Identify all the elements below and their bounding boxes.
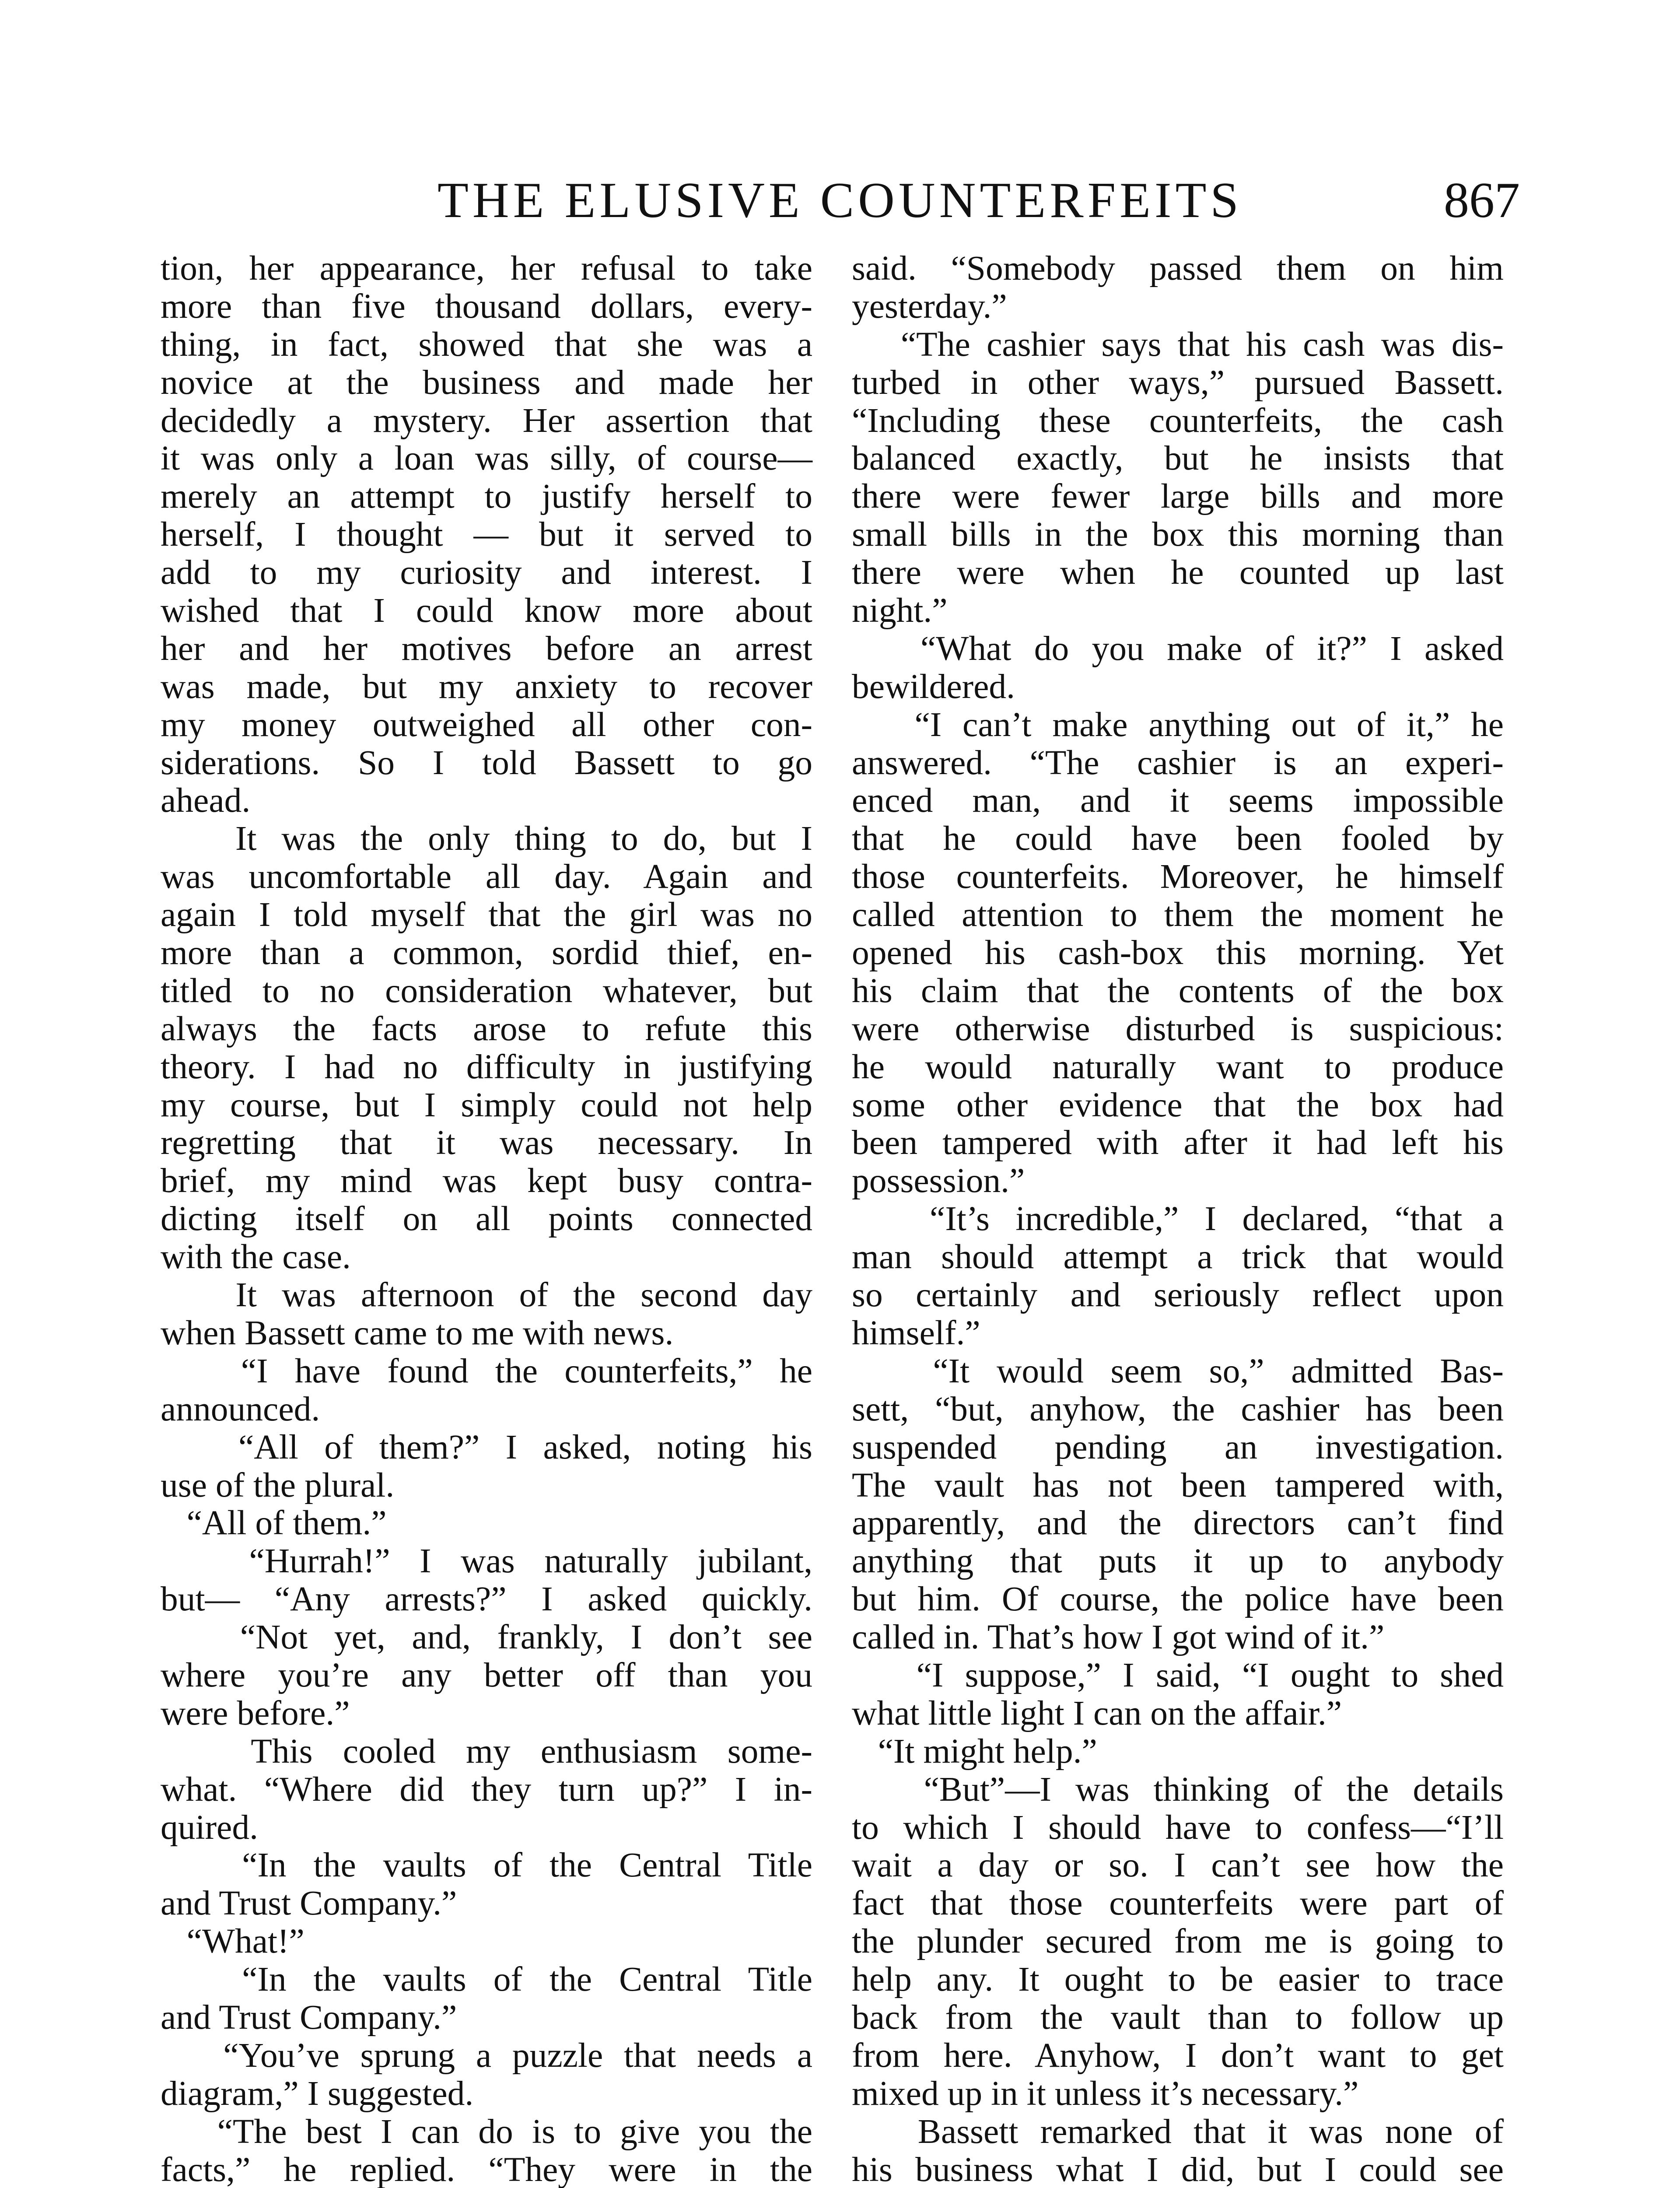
text-line: more than a common, sordid thief, en- [161, 933, 812, 972]
text-line: but him. Of course, the police have been [852, 1580, 1504, 1619]
text-line: turbed in other ways,” pursued Bassett. [852, 363, 1504, 402]
text-line: quired. [161, 1808, 258, 1847]
text-line: “But”—I was thinking of the details [852, 1770, 1504, 1809]
text-line: small bills in the box this morning than [852, 515, 1504, 554]
text-line: answered. “The cashier is an experi- [852, 743, 1504, 782]
text-line: there were fewer large bills and more [852, 477, 1504, 516]
text-line: “What do you make of it?” I asked [852, 629, 1504, 668]
text-line: sett, “but, anyhow, the cashier has been [852, 1389, 1504, 1428]
text-line: her and her motives before an arrest [161, 629, 812, 668]
text-line: dicting itself on all points connected [161, 1199, 812, 1238]
text-line: but— “Any arrests?” I asked quickly. [161, 1580, 812, 1619]
text-line: there were when he counted up last [852, 553, 1504, 592]
text-line: theory. I had no difficulty in justifying [161, 1047, 812, 1086]
text-line: announced. [161, 1389, 320, 1428]
text-line: “All of them?” I asked, noting his [161, 1427, 812, 1466]
text-line: yesterday.” [852, 287, 1007, 326]
text-line: novice at the business and made her [161, 363, 812, 402]
text-line: were otherwise disturbed is suspicious: [852, 1009, 1504, 1048]
text-line: to which I should have to confess—“I’ll [852, 1808, 1504, 1847]
text-line: his business what I did, but I could see [852, 2150, 1504, 2188]
text-line: he would naturally want to produce [852, 1047, 1504, 1086]
text-line: “In the vaults of the Central Title [161, 1960, 812, 1999]
text-line: what little light I can on the affair.” [852, 1694, 1342, 1732]
text-line: man should attempt a trick that would [852, 1238, 1504, 1276]
text-line: from here. Anyhow, I don’t want to get [852, 2036, 1504, 2075]
text-line: was made, but my anxiety to recover [161, 667, 812, 706]
text-line: my course, but I simply could not help [161, 1085, 812, 1124]
text-line: some other evidence that the box had [852, 1085, 1504, 1124]
text-line: and Trust Company.” [161, 1884, 457, 1923]
text-line: The vault has not been tampered with, [852, 1466, 1504, 1504]
text-line: what. “Where did they turn up?” I in- [161, 1770, 812, 1809]
text-line: ahead. [161, 781, 251, 820]
text-line: titled to no consideration whatever, but [161, 971, 812, 1010]
text-line: himself.” [852, 1313, 980, 1352]
text-line: mixed up in it unless it’s necessary.” [852, 2074, 1359, 2113]
text-line: with the case. [161, 1238, 351, 1276]
text-line: thing, in fact, showed that she was a [161, 325, 812, 364]
text-line: always the facts arose to refute this [161, 1009, 812, 1048]
text-line: more than five thousand dollars, every- [161, 287, 812, 326]
text-line: It was afternoon of the second day [161, 1276, 812, 1315]
text-line: it was only a loan was silly, of course— [161, 439, 812, 478]
text-line: was uncomfortable all day. Again and [161, 857, 812, 896]
text-line: It was the only thing to do, but I [161, 819, 812, 858]
text-line: Bassett remarked that it was none of [852, 2112, 1504, 2151]
text-line: “It’s incredible,” I declared, “that a [852, 1199, 1504, 1238]
text-line: the plunder secured from me is going to [852, 1922, 1504, 1961]
text-line: been tampered with after it had left his [852, 1123, 1504, 1162]
text-line: wait a day or so. I can’t see how the [852, 1846, 1504, 1885]
text-line: This cooled my enthusiasm some- [161, 1732, 812, 1771]
running-title: THE ELUSIVE COUNTERFEITS [438, 172, 1242, 228]
text-line: said. “Somebody passed them on him [852, 249, 1504, 288]
text-line: “I have found the counterfeits,” he [161, 1351, 812, 1390]
text-line: merely an attempt to justify herself to [161, 477, 812, 516]
text-line: called in. That’s how I got wind of it.” [852, 1618, 1385, 1657]
text-line: use of the plural. [161, 1466, 395, 1504]
text-line: when Bassett came to me with news. [161, 1313, 674, 1352]
text-line: were before.” [161, 1694, 350, 1732]
text-line: apparently, and the directors can’t find [852, 1504, 1504, 1543]
text-line: “Including these counterfeits, the cash [852, 401, 1504, 440]
text-line: balanced exactly, but he insists that [852, 439, 1504, 478]
text-line: wished that I could know more about [161, 591, 812, 630]
text-line: where you’re any better off than you [161, 1655, 812, 1694]
text-line: “It might help.” [852, 1732, 1097, 1771]
text-line: “What!” [161, 1922, 304, 1961]
text-line: back from the vault than to follow up [852, 1998, 1504, 2037]
text-line: bewildered. [852, 667, 1015, 706]
text-line: “All of them.” [161, 1504, 387, 1543]
text-line: herself, I thought — but it served to [161, 515, 812, 554]
text-line: “The cashier says that his cash was dis- [852, 325, 1504, 364]
text-line: brief, my mind was kept busy contra- [161, 1161, 812, 1200]
text-line: “I suppose,” I said, “I ought to shed [852, 1655, 1504, 1694]
text-line: again I told myself that the girl was no [161, 895, 812, 934]
text-line: enced man, and it seems impossible [852, 781, 1504, 820]
text-line: and Trust Company.” [161, 1998, 457, 2037]
text-line: “It would seem so,” admitted Bas- [852, 1351, 1504, 1390]
text-line: anything that puts it up to anybody [852, 1542, 1504, 1581]
text-line: add to my curiosity and interest. I [161, 553, 812, 592]
text-line: his claim that the contents of the box [852, 971, 1504, 1010]
text-line: “Hurrah!” I was naturally jubilant, [161, 1542, 812, 1581]
left-text-column [161, 249, 812, 2188]
text-line: regretting that it was necessary. In [161, 1123, 812, 1162]
text-line: “I can’t make anything out of it,” he [852, 705, 1504, 744]
text-line: called attention to them the moment he [852, 895, 1504, 934]
text-line: my money outweighed all other con- [161, 705, 812, 744]
text-line: decidedly a mystery. Her assertion that [161, 401, 812, 440]
text-line: “In the vaults of the Central Title [161, 1846, 812, 1885]
text-line: suspended pending an investigation. [852, 1427, 1504, 1466]
text-line: that he could have been fooled by [852, 819, 1504, 858]
right-text-column [852, 249, 1504, 2188]
text-line: help any. It ought to be easier to trace [852, 1960, 1504, 1999]
text-line: “Not yet, and, frankly, I don’t see [161, 1618, 812, 1657]
text-line: fact that those counterfeits were part of [852, 1884, 1504, 1923]
page-number: 867 [1444, 172, 1520, 228]
text-line: tion, her appearance, her refusal to take [161, 249, 812, 288]
text-line: opened his cash-box this morning. Yet [852, 933, 1504, 972]
text-line: those counterfeits. Moreover, he himself [852, 857, 1504, 896]
text-line: “The best I can do is to give you the [161, 2112, 812, 2151]
text-line: siderations. So I told Bassett to go [161, 743, 812, 782]
text-line: possession.” [852, 1161, 1025, 1200]
text-line: facts,” he replied. “They were in the [161, 2150, 812, 2188]
page-header [0, 172, 1680, 237]
text-line: so certainly and seriously reflect upon [852, 1276, 1504, 1315]
text-line: night.” [852, 591, 948, 630]
text-line: diagram,” I suggested. [161, 2074, 474, 2113]
text-line: “You’ve sprung a puzzle that needs a [161, 2036, 812, 2075]
